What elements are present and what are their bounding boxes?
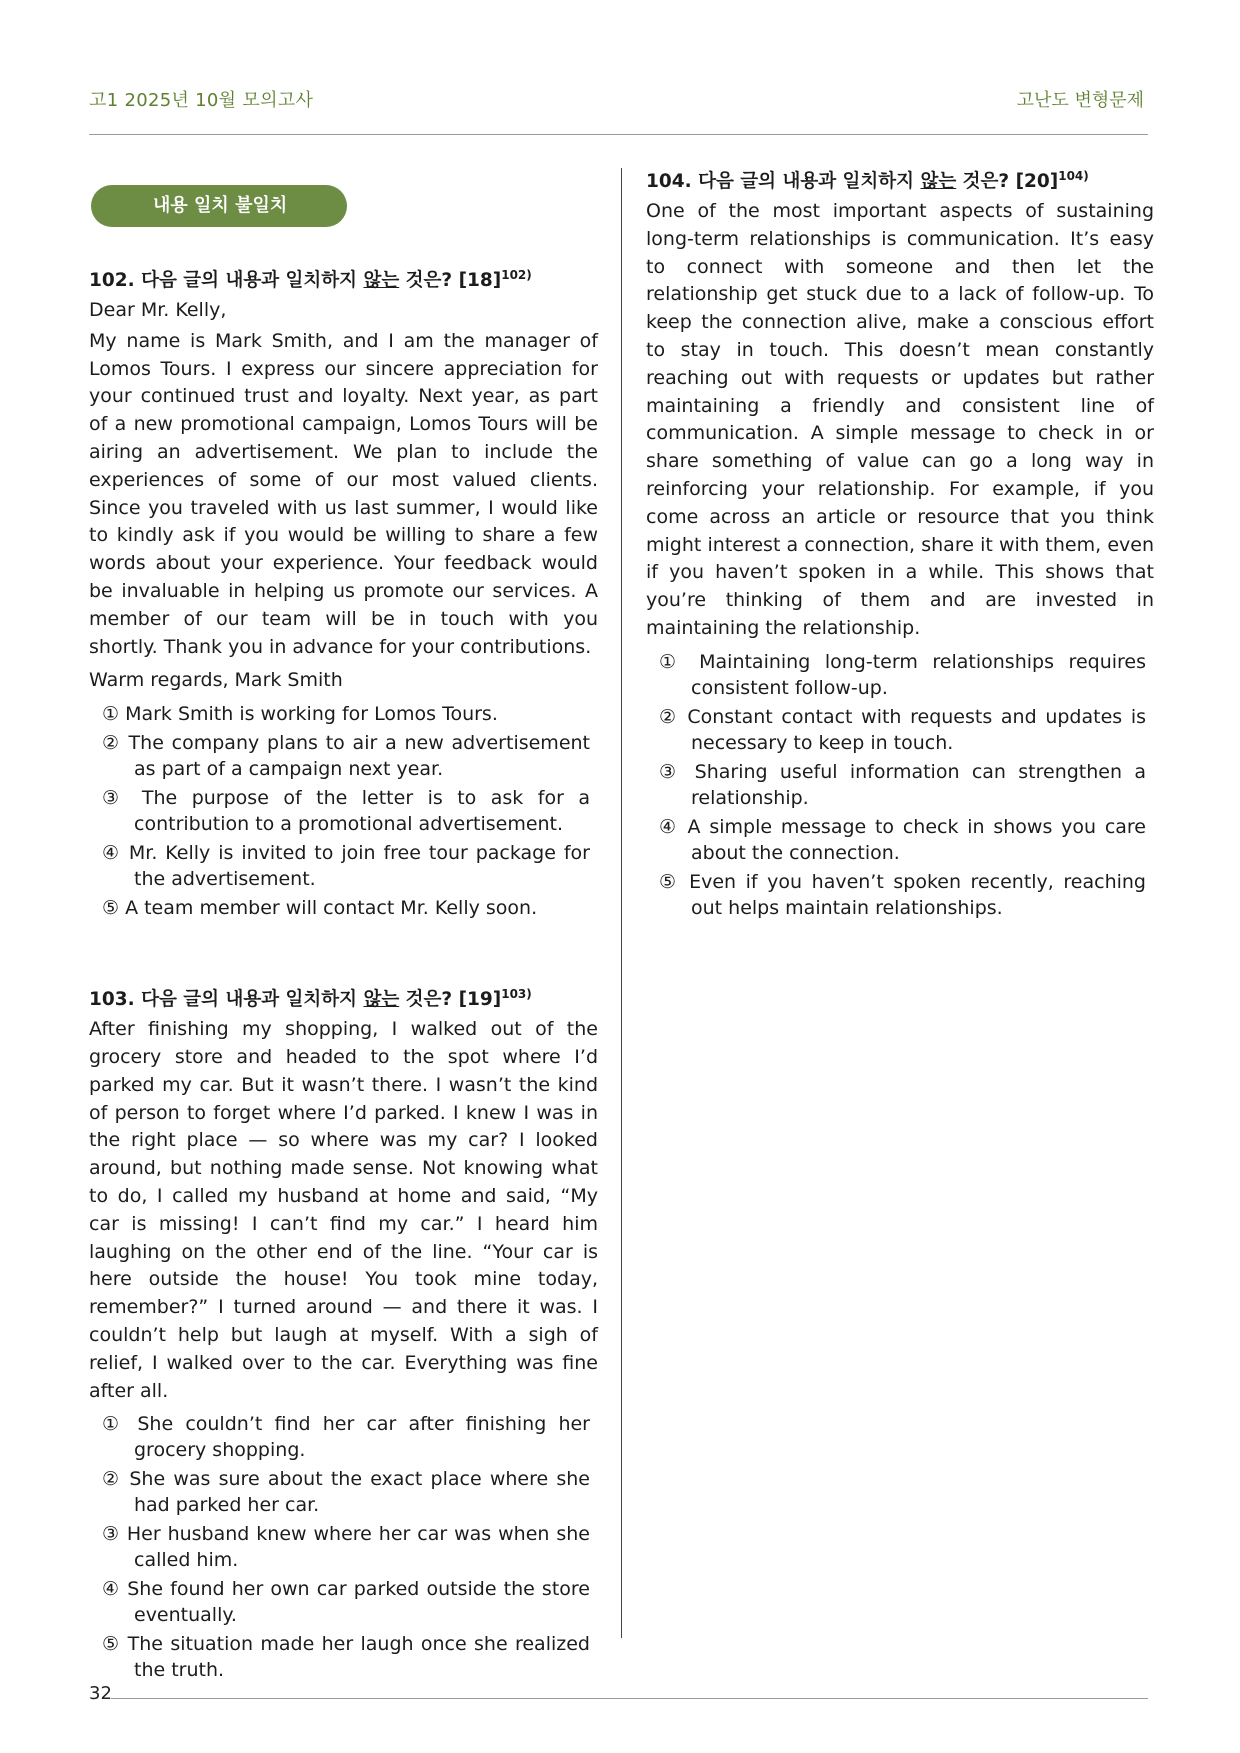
question-title [89,267,598,295]
question-number: 103. [89,989,135,1011]
question-102 [89,267,598,921]
answer-option[interactable]: ④ Mr. Kelly is invited to join free tour package for the advertisement. [102,842,590,891]
header-left: 고1 2025년 10월 모의고사 [89,90,314,111]
question-prompt-negation: 않는 [920,171,957,192]
answer-option[interactable]: ⑤ Even if you haven’t spoken recently, reaching out helps maintain relationships. [659,870,1146,919]
question-prompt-negation: 않는 [363,270,400,291]
answer-option[interactable]: ④ A simple message to check in shows you care about the connection. [659,815,1146,864]
answer-option[interactable]: ④ She found her own car parked outside the store eventually. [102,1578,590,1627]
question-prompt: 다음 글의 내용과 일치하지 [141,989,364,1011]
section-label: 내용 일치 불일치 [91,185,347,227]
question-103 [89,986,598,1683]
question-104 [646,168,1154,921]
column-divider [621,168,622,1638]
answer-option[interactable]: ① Maintaining long-term relationships requires consistent follow-up. [659,650,1146,699]
answer-option[interactable]: ① Mark Smith is working for Lomos Tours. [102,703,498,726]
answer-option[interactable]: ② She was sure about the exact place where she had parked her car. [102,1468,590,1517]
question-prompt-end: 것은? [18] [399,270,502,291]
right-column [646,168,1154,924]
question-prompt: 다음 글의 내용과 일치하지 [141,270,364,291]
header-rule [89,134,1148,135]
question-title [89,986,598,1014]
question-title [646,168,1154,196]
question-number: 104. [646,171,692,192]
left-column [89,168,598,1686]
question-prompt: 다음 글의 내용과 일치하지 [698,171,921,192]
question-prompt-negation: 않는 [363,989,400,1011]
question-gap [89,924,598,986]
answer-option[interactable]: ③ Sharing useful information can strengthen a relationship. [659,760,1146,809]
letter-salutation: Dear Mr. Kelly, [89,299,227,321]
answer-option[interactable]: ③ Her husband knew where her car was when she called him. [102,1523,590,1572]
footer-rule [111,1698,1148,1699]
letter-closing: Warm regards, Mark Smith [89,669,343,692]
page-number: 32 [89,1683,112,1704]
question-prompt-end: 것은? [19] [399,989,502,1011]
answer-option[interactable]: ⑤ A team member will contact Mr. Kelly soon. [102,897,538,920]
passage: One of the most important aspects of sustaining long‐term relationships is communication. It’s easy to connect with someone and then let the relationship get stuck due to a lack of follow‐up. To keep the connection alive, make a conscious effort to stay in touch. This doesn’t mean constantly reaching out with requests or updates but rather maintaining a friendly and consistent line of communication. A simple message to check in or share something of value can go a long way in reinforcing your relationship. For example, if you come across an article or resource that you think might interest a connection, share it with them, even if you haven’t spoken in a while. This shows that you’re thinking of them and are invested in maintaining the relationship. [646,200,1154,639]
answer-option[interactable]: ③ The purpose of the letter is to ask for a contribution to a promotional advertisement. [102,787,590,836]
passage: After finishing my shopping, I walked out of the grocery store and headed to the spot where I’d parked my car. But it wasn’t there. I wasn’t the kind of person to forget where I’d parked. I knew I was in the right place — so where was my car? I looked around, but nothing made sense. Not knowing what to do, I called my husband at home and said, “My car is missing! I can’t find my car.” I heard him laughing on the other end of the line. “Your car is here outside the house! You took mine today, remember?” I turned around — and there it was. I couldn’t help but laugh at myself. With a sigh of relief, I walked over to the car. Everything was fine after all. [89,1018,598,1402]
answer-option[interactable]: ① She couldn’t find her car after finishing her grocery shopping. [102,1413,590,1462]
answer-option[interactable]: ② The company plans to air a new advertisement as part of a campaign next year. [102,732,590,781]
answer-option[interactable]: ⑤ The situation made her laugh once she realized the truth. [102,1633,590,1682]
footnote-ref: 102) [501,268,532,282]
question-number: 102. [89,270,135,291]
answer-options [646,649,1154,921]
answer-options [89,701,598,921]
footnote-ref: 103) [501,987,532,1002]
passage: My name is Mark Smith, and I am the manager of Lomos Tours. I express our sincere appreciation for your continued trust and loyalty. Next year, as part of a new promotional campaign, Lomos Tours will be airing an advertisement. We plan to include the experiences of some of our most valued clients. Since you traveled with us last summer, I would like to kindly ask if you would be willing to share a few words about your experience. Your feedback would be invaluable in helping us promote our services. A member of our team will be in touch with you shortly. Thank you in advance for your contributions. [89,329,598,658]
header-right: 고난도 변형문제 [1016,90,1144,111]
question-prompt-end: 것은? [20] [956,171,1059,192]
footnote-ref: 104) [1058,169,1089,183]
answer-option[interactable]: ② Constant contact with requests and updates is necessary to keep in touch. [659,705,1146,754]
answer-options [89,1411,598,1683]
